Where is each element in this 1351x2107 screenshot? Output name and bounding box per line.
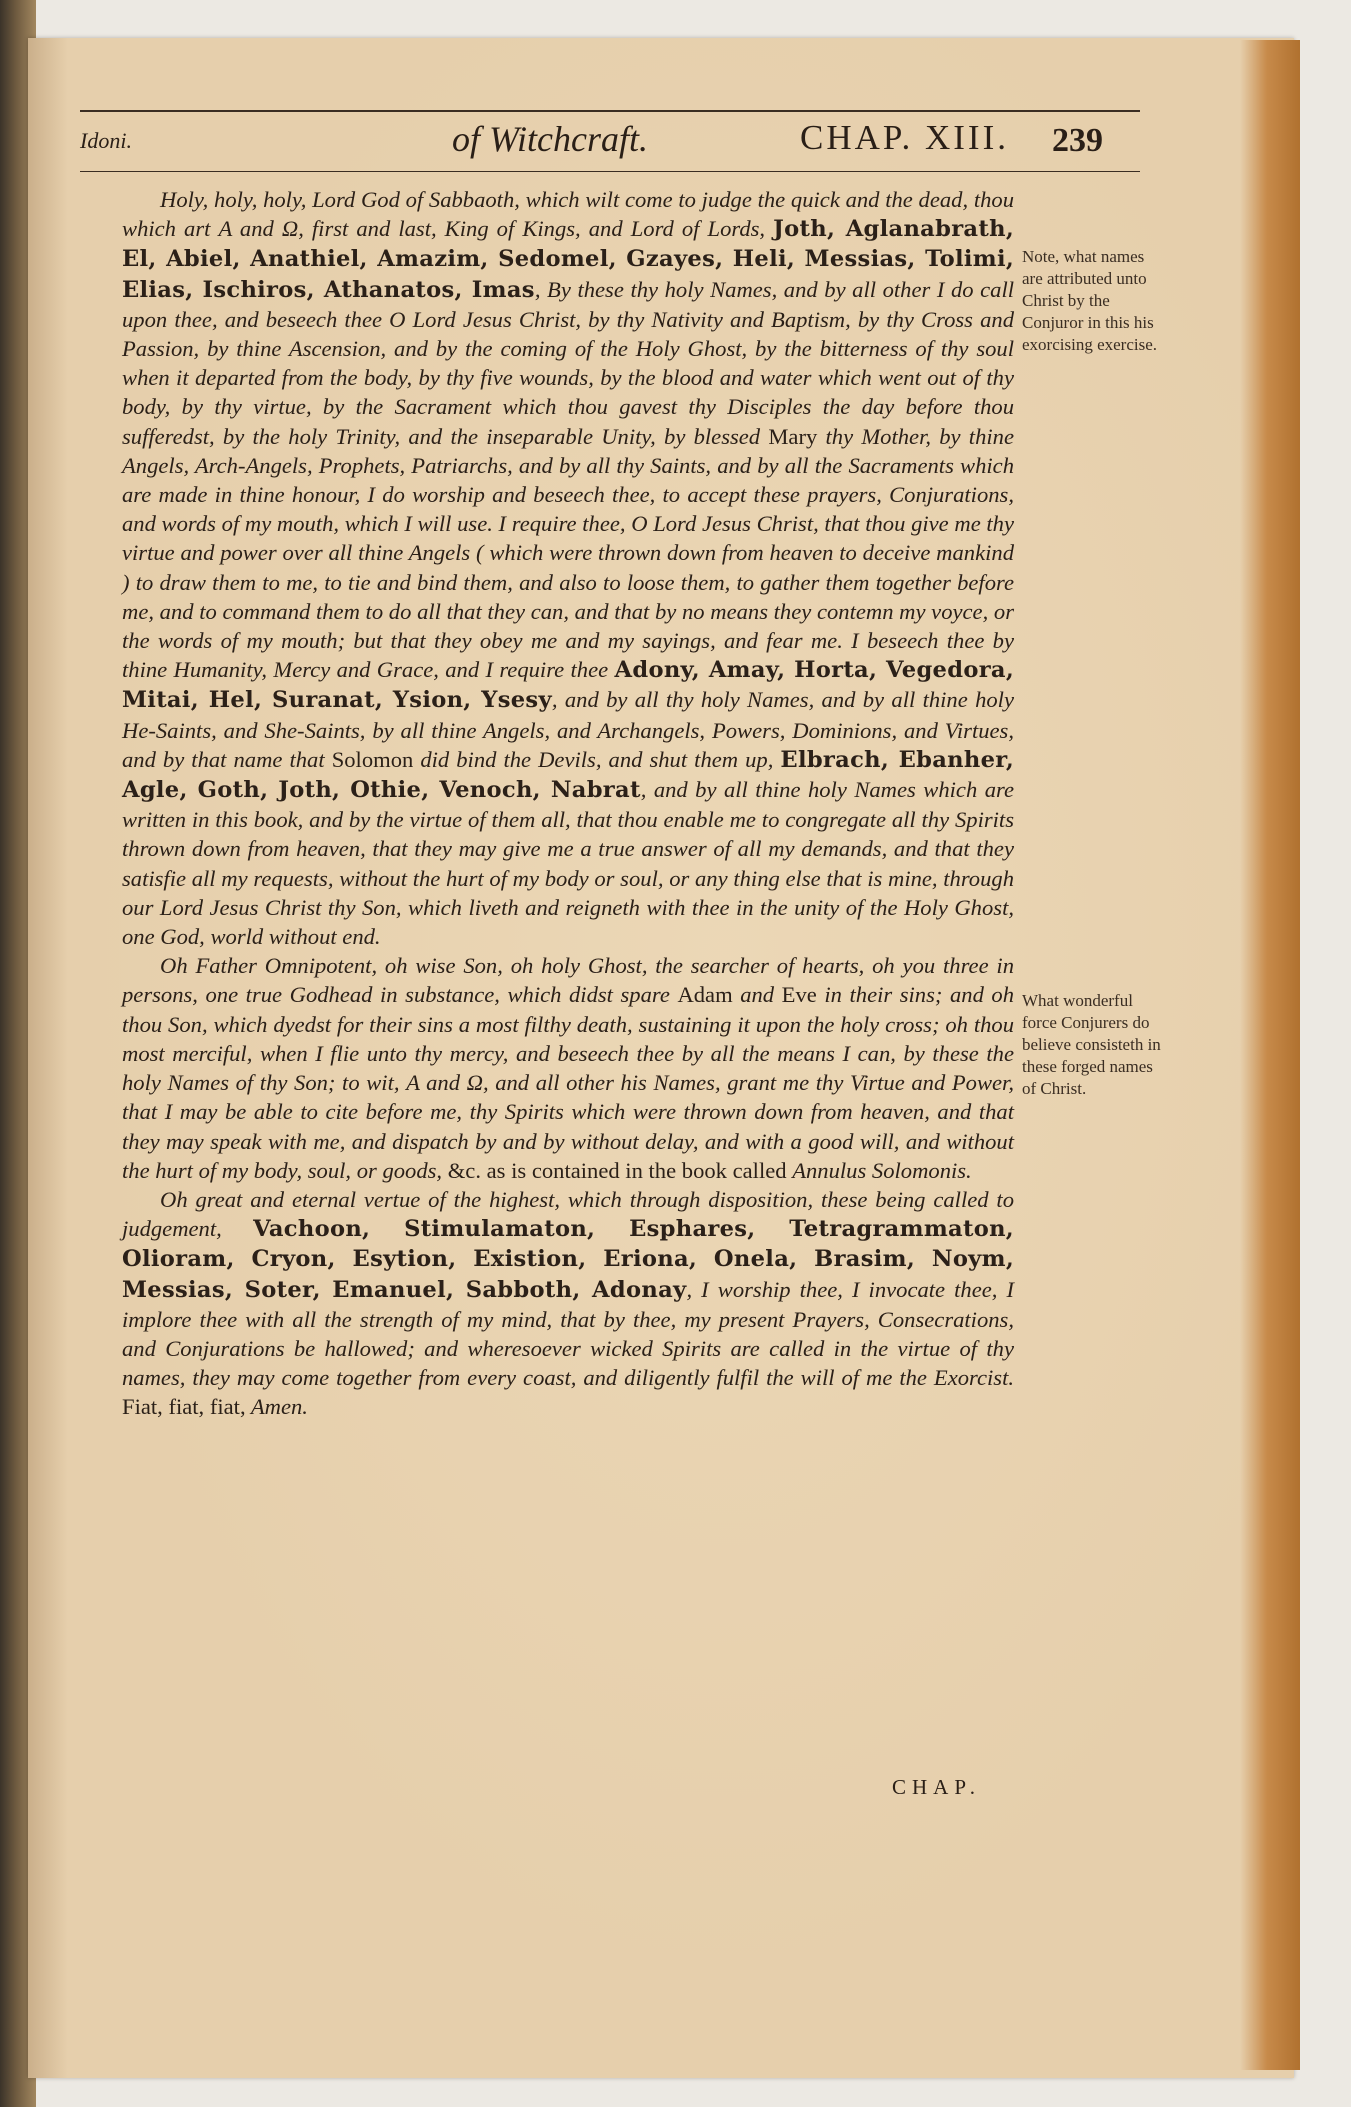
paragraph <box>122 185 1014 951</box>
page-fore-edge <box>1240 40 1300 2070</box>
paragraph <box>122 951 1014 1185</box>
header-rule-top <box>80 110 1140 112</box>
margin-note: Note, what names are attributed unto Christ by the Conjuror in this his exorcising exercise. <box>1022 247 1157 354</box>
catchword: CHAP. <box>892 1775 981 1799</box>
text-run: Mary <box>768 423 818 449</box>
text-run: , By these thy holy Names, and by all other I do call upon thee, and beseech thee O Lord Jesus Christ, by thy Nativity and Baptism, by thy Cross and Passion, by thine Ascension, and by the coming of the Holy Ghost, by the bitterness of thy soul when it departed from the body, by thy five wounds, by the blood and water which went out of thy body, by thy virtue, by the Sacrament which thou gavest thy Disciples the day before thou sufferedst, by the holy Trinity, and the inseparable Unity, by blessed <box>122 276 1014 449</box>
header-rule-bottom <box>80 171 1140 172</box>
running-title: of Witchcraft. <box>452 119 648 159</box>
margin-note: What wonderful force Conjurers do believe consisteth in these forged names of Christ. <box>1022 991 1161 1098</box>
text-run: , I worship thee, I invocate thee, I implore thee with all the strength of my mind, that by thee, my present Prayers, Consecrations, and Conjurations be hallowed; and wheresoever wicked Spirits are called in the virtue of thy names, they may come together from every coast, and diligently fulfil the will of me the Exorcist. <box>122 1276 1014 1391</box>
text-run: , and by all thy holy Names, and by all thine holy He-Saints, and She-Saints, by all thine Angels, and Archangels, Powers, Dominions, and Virtues, and by that name that <box>122 687 1014 772</box>
text-run: Amen. <box>245 1394 308 1420</box>
chapter-label: CHAP. XIII. <box>800 118 1009 157</box>
names-of-power: Joth, Aglanabrath, El, Abiel, Anathiel, Amazim, Sedomel, Gzayes, Heli, Messias, Tolimi, Elias, Ischiros, Athanatos, Imas <box>122 216 1014 303</box>
text-run: Eve <box>781 982 817 1008</box>
paragraph <box>122 1185 1014 1422</box>
text-run: Solomon <box>331 746 414 772</box>
text-run: did bind the Devils, and shut them up, <box>413 746 781 772</box>
body-text <box>122 185 1014 1422</box>
text-run: , and by all thine holy Names which are written in this book, and by the virtue of them all, that thou enable me to congregate all thy Spirits thrown down from heaven, that they may give me a true answer of all my demands, and that they satisfie all my requests, without the hurt of my body or soul, or any thing else that is mine, through our Lord Jesus Christ thy Son, which liveth and reigneth with thee in the unity of the Holy Ghost, one God, world without end. <box>122 777 1015 950</box>
page-number: 239 <box>1052 122 1103 159</box>
text-run: Fiat, fiat, fiat, <box>122 1394 246 1420</box>
running-head-left: Idoni. <box>80 128 132 153</box>
text-run: Oh great and eternal vertue of the highest, which through disposition, these being called to judgement, <box>122 1186 1014 1242</box>
text-run: Annulus Solomonis. <box>792 1157 972 1183</box>
names-of-power: Adony, Amay, Horta, Vegedora, Mitai, Hel, Suranat, Ysion, Ysesy <box>122 657 1015 714</box>
text-run: Adam <box>677 982 733 1008</box>
text-run: Oh Father Omnipotent, oh wise Son, oh holy Ghost, the searcher of hearts, oh you three in persons, one true Godhead in substance, which didst spare <box>122 953 1014 1008</box>
names-of-power: Elbrach, Ebanher, Agle, Goth, Joth, Othie, Venoch, Nabrat <box>122 746 1014 804</box>
text-run: Holy, holy, holy, Lord God of Sabbaoth, which wilt come to judge the quick and the dead, thou which art Α and Ω, first and last, King of Kings, and Lord of Lords, <box>122 187 1014 242</box>
names-of-power: Vachoon, Stimulamaton, Esphares, Tetragrammaton, Olioram, Cryon, Esytion, Existion, Eriona, Onela, Brasim, Noym, Messias, Soter, Emanuel, Sabboth, Adonay <box>122 1216 1014 1303</box>
text-run: in their sins; and oh thou Son, which dyedst for their sins a most filthy death, sustaining it upon the holy cross; oh thou most merciful, when I flie unto thy mercy, and beseech thee by all the means I can, by these the holy Names of thy Son; to wit, Α and Ω, and all other his Names, grant me thy Virtue and Power, that I may be able to cite before me, thy Spirits which were thrown down from heaven, and that they may speak with me, and dispatch by and by without delay, and with a good will, and without the hurt of my body, soul, or goods, <box>122 982 1015 1183</box>
text-run: and <box>732 982 782 1008</box>
text-run: thy Mother, by thine Angels, Arch-Angels, Prophets, Patriarchs, and by all thy Saints, and by all the Sacraments which are made in thine honour, I do worship and beseech thee, to accept these prayers, Conjurations, and words of my mouth, which I will use. I require thee, O Lord Jesus Christ, that thou give me thy virtue and power over all thine Angels ( which were thrown down from heaven to deceive mankind ) to draw them to me, to tie and bind them, and also to loose them, to gather them together before me, and to command them to do all that they can, and that by no means they contemn my voyce, or the words of my mouth; but that they obey me and my sayings, and fear me. I beseech thee by thine Humanity, Mercy and Grace, and I require thee <box>122 423 1014 683</box>
text-run: &c. as is contained in the book called <box>447 1157 793 1183</box>
